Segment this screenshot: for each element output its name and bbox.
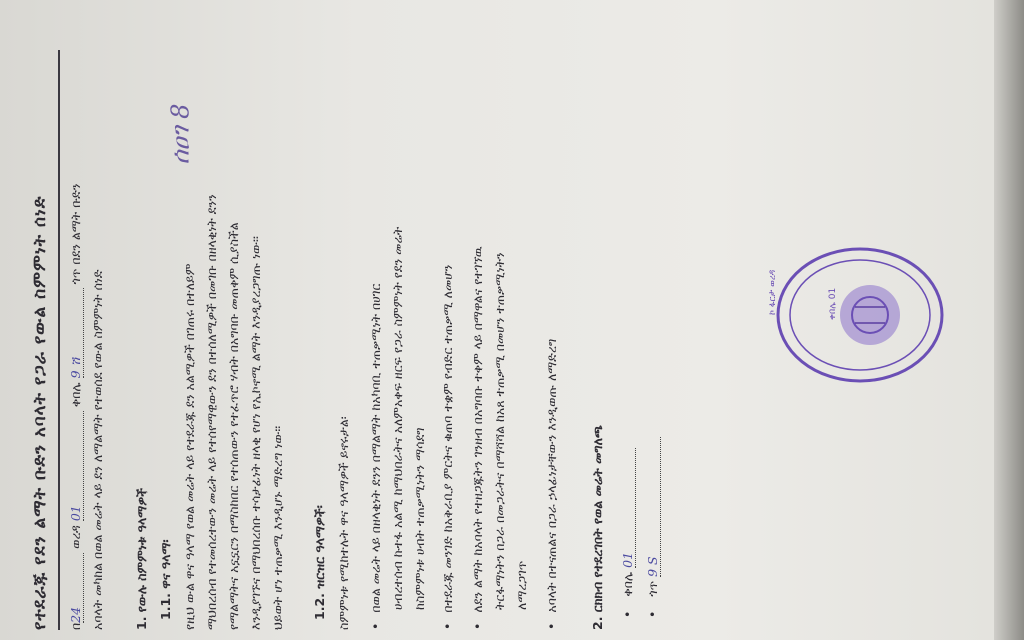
- section-1-2-bullet-cont: ከስምምነቱ ሀብት ተጠቃሚነትን ማሳደግ: [412, 427, 427, 610]
- intro-woreda-label: ወረዳ: [68, 525, 83, 549]
- section-1-heading: 1. የውሉ ስምምነቱ ዓላማዎች: [134, 488, 149, 630]
- item-value-handwritten: 01: [622, 448, 636, 568]
- intro-line-1: [70, 184, 84, 630]
- section-1-2-bullet-cont: ትርፋማነትን በጋራ በመጋራትና በማሻሻል ከአጸ ተጠቃሚ በመሆን ተጠቃሚነትን: [492, 252, 507, 610]
- page-number-handwritten: ሰዐገ 8: [166, 103, 195, 165]
- section-1-1-line: ማህበረሰብ የተመሰረተውን መሬት ላይ የተሰየማዊውን ደን በተሰለሚዎች በመገቡ በዘላቂነት ደንን: [204, 194, 219, 630]
- section-1-2-bullet: • በተደራጁ መንገድ ከአቅራቢያ ምርትና ቁጠባ ተቋም የብድር ተጠቃሚ ለመሆን: [442, 265, 455, 630]
- section-1-2-intro: ስምምነቱ የሚከተሉት ዋና ዓላማዎች ይኖሩታል፡: [336, 416, 351, 630]
- title-underline: [58, 50, 60, 630]
- section-1-2-heading: 1.2. ዝርዝር ዓላማዎች፡: [312, 505, 327, 620]
- section-1-2-bullet: • በወል መሬት ላይ በዘላቂነት ደንን በማልማት ከአካባቢ ተጠቃሚነት በሀገር: [370, 284, 383, 630]
- section-1-2-bullet: • አባላት በተናጠልና በጋራ ኃላፊነታቸውን እንዲወጡ ለማድረግ: [546, 339, 559, 630]
- stamp-outer-text: ኮ ፋርታ ወረዳ: [768, 269, 778, 315]
- page-edge-shadow: [994, 0, 1024, 640]
- section-1-2-bullet-cont: ሀብረተሰብ ኩተፋ አልሚ ከማህበራትና አለምአቀፍ ዘርፍ የጋራ ስምምነት የደን መሬት: [390, 226, 405, 610]
- intro-suffix: ጎጥ በደን ልማት ቡድን: [68, 183, 83, 285]
- official-stamp: [768, 245, 945, 385]
- intro-kebele-label: ቀበሌ: [68, 382, 83, 408]
- document-title: የተደራጁ የደን ልማት ቡድን አባላት የጋራ የውል ስምምነት ሰነድ: [30, 195, 50, 630]
- stamp-inner-text: ቀበሌ 01: [828, 287, 838, 320]
- intro-prefix: በ: [68, 622, 83, 630]
- intro-got-handwritten: 9 ሽ: [70, 288, 84, 378]
- item-label: ጎጥ: [645, 580, 660, 597]
- item-label: ቀበሌ: [620, 571, 635, 597]
- section-1-2-bullet-cont: ለማረጋገጥ: [514, 560, 529, 610]
- section-1-1-heading: 1.1. ዋና ዓላማ፡: [158, 539, 173, 620]
- section-1-2-bullet: • ለደን ልማት ከአባላት የተዘጋጁትን ገንዘብ በአግባቡ ተቀም ላይ በማዋልና የተገኘዉ: [472, 246, 485, 630]
- intro-date-handwritten: 24: [70, 553, 84, 623]
- item-value-handwritten: 9 S: [647, 437, 661, 577]
- section-1-1-line: እንዲያገኙና በማህበረሰቡ ተሳታፊነት ዘላቂ የሆነ የኢኮኖሚ ልማት እንዲያረጋግጡ ነው፡፡: [248, 236, 263, 630]
- section-1-1-line: የዚህ ውል ዋና ዓላማ የወል መሬት ላይ የተደራጁ ደን አልሚዎች በገጠሩ በተለይም: [182, 263, 197, 630]
- intro-line-2: አባላት መካከል በወል መሬት ላይ ደን ለማልማት የተወሰደ የውል ስምምነት ሰነድ: [90, 269, 105, 630]
- section-1-1-line: ህይወት ሆነ ተጠቃሚ እንዲሆኑ ማድረግ ነው፡፡: [270, 425, 285, 630]
- section-2-heading: 2. ርክክብ የተደረገበት የወል መሬት መግለጫ: [590, 425, 605, 630]
- section-1-1-line: የማልማትና አኗኗርን በማስከበር የተሰጠውን የተፈጥሮ ሃብት በአግባቡ መጠቀም ሲያስችል: [226, 222, 241, 630]
- section-2-item-got: [647, 437, 661, 618]
- section-2-item-kebele: [622, 448, 636, 618]
- intro-kebele-handwritten: 01: [70, 411, 84, 521]
